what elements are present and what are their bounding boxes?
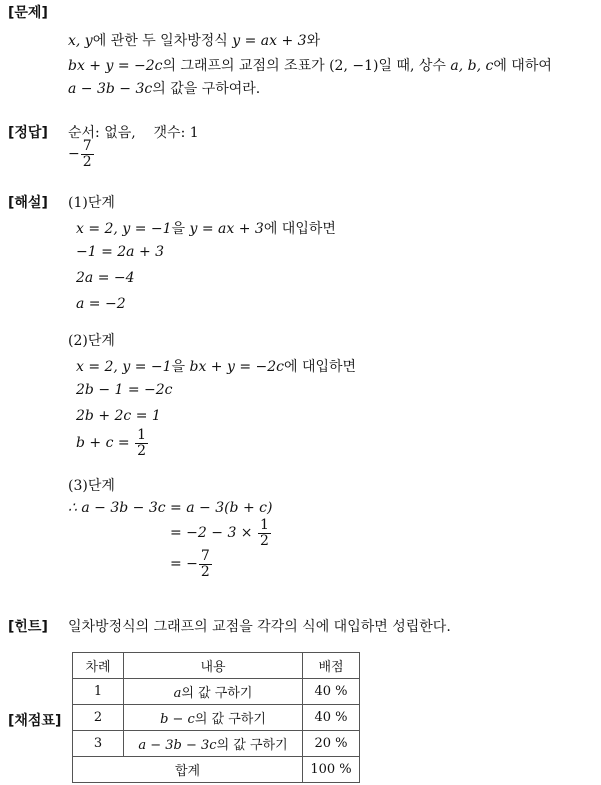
row-points: 40 % bbox=[303, 705, 360, 731]
header-content: 내용 bbox=[124, 653, 303, 679]
step-3-heading: (3)단계 bbox=[68, 478, 115, 494]
answer-label: [정답] bbox=[8, 125, 48, 141]
row-points: 20 % bbox=[303, 731, 360, 757]
header-order: 차례 bbox=[73, 653, 124, 679]
step-1-line-2: −1 = 2a + 3 bbox=[76, 244, 165, 260]
step-1-line-3: 2a = −4 bbox=[76, 270, 135, 286]
table-row bbox=[73, 705, 360, 731]
row-order: 1 bbox=[73, 679, 124, 705]
hint-text: 일차방정식의 그래프의 교점을 각각의 식에 대입하면 성립한다. bbox=[68, 619, 451, 635]
problem-line-1: x, y에 관한 두 일차방정식 y = ax + 3와 bbox=[68, 33, 321, 49]
problem-line-2: bx + y = −2c의 그래프의 교점의 조표가 (2, −1)일 때, 상수 a, b, c에 대하여 bbox=[68, 58, 552, 74]
step-2-line-3: 2b + 2c = 1 bbox=[76, 408, 161, 424]
row-content: b − c의 값 구하기 bbox=[124, 705, 303, 731]
header-points: 배점 bbox=[303, 653, 360, 679]
step-3-line-3: = − $\frac{7}{2}$ bbox=[170, 548, 210, 580]
step-3-line-2: = −2 − 3 × $\frac{1}{2}$ bbox=[170, 517, 269, 549]
step-1-line-1: x = 2, y = −1을 y = ax + 3에 대입하면 bbox=[76, 221, 336, 237]
step-2-line-1: x = 2, y = −1을 bx + y = −2c에 대입하면 bbox=[76, 359, 357, 375]
answer-meta: 순서: 없음, 갯수: 1 bbox=[68, 125, 199, 141]
hint-label: [힌트] bbox=[8, 619, 48, 635]
step-1-heading: (1)단계 bbox=[68, 195, 115, 211]
total-points: 100 % bbox=[303, 757, 360, 783]
solution-label: [해설] bbox=[8, 195, 48, 211]
step-2-line-2: 2b − 1 = −2c bbox=[76, 382, 173, 398]
scoring-table bbox=[72, 652, 360, 783]
total-label: 합계 bbox=[73, 757, 303, 783]
table-total-row bbox=[73, 757, 360, 783]
step-3-line-1: ∴ a − 3b − 3c = a − 3(b + c) bbox=[68, 500, 273, 516]
step-2-heading: (2)단계 bbox=[68, 333, 115, 349]
row-content: a의 값 구하기 bbox=[124, 679, 303, 705]
row-order: 2 bbox=[73, 705, 124, 731]
problem-line-3: a − 3b − 3c의 값을 구하여라. bbox=[68, 81, 261, 97]
table-row bbox=[73, 731, 360, 757]
problem-label: [문제] bbox=[8, 5, 48, 21]
row-content: a − 3b − 3c의 값 구하기 bbox=[124, 731, 303, 757]
table-row bbox=[73, 679, 360, 705]
row-order: 3 bbox=[73, 731, 124, 757]
table-header-row bbox=[73, 653, 360, 679]
scoring-label: [채점표] bbox=[8, 713, 62, 729]
answer-value: − $\frac{7}{2}$ bbox=[68, 138, 92, 170]
row-points: 40 % bbox=[303, 679, 360, 705]
step-1-line-4: a = −2 bbox=[76, 296, 126, 312]
step-2-line-4: b + c = $\frac{1}{2}$ bbox=[76, 427, 146, 459]
